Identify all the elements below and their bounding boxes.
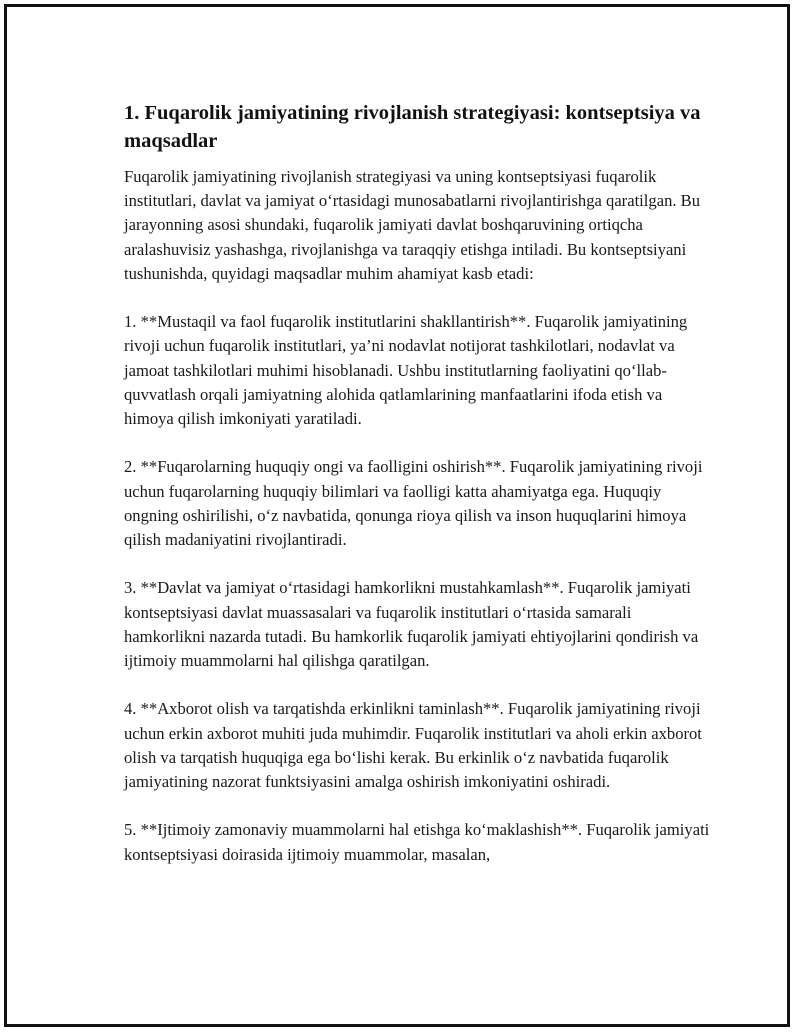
document-body [124, 99, 710, 867]
section-heading: 1. Fuqarolik jamiyatining rivojlanish strategiyasi: kontseptsiya va maqsadlar [124, 102, 701, 152]
goal-paragraph-1: 1. **Mustaqil va faol fuqarolik institutlarini shakllantirish**. Fuqarolik jamiyatining rivoji uchun fuqarolik institutlari, ya’ni nodavlat notijorat tashkilotlari, nodavlat va jamoat tashkilotlari muhimi hisoblanadi. Ushbu institutlarning faoliyatini qo‘llab-quvvatlash orqali jamiyatning alohida qatlamlarining manfaatlarini ifoda etish va himoya qilish imkoniyati yaratiladi. [124, 312, 688, 429]
intro-paragraph: Fuqarolik jamiyatining rivojlanish strategiyasi va uning kontseptsiyasi fuqarolik institutlari, davlat va jamiyat o‘rtasidagi munosabatlarni rivojlantirishga qaratilgan. Bu jarayonning asosi shundaki, fuqarolik jamiyati davlat boshqaruvining ortiqcha aralashuvisiz yashashga, rivojlanishga va taraqqiy etishga intiladi. Bu kontseptsiyani tushunishda, quyidagi maqsadlar muhim ahamiyat kasb etadi: [124, 167, 701, 283]
goal-paragraph-5: 5. **Ijtimoiy zamonaviy muammolarni hal etishga ko‘maklashish**. Fuqarolik jamiyati kontseptsiyasi doirasida ijtimoiy muammolar, masalan, [124, 820, 710, 864]
goal-paragraph-2: 2. **Fuqarolarning huquqiy ongi va faolligini oshirish**. Fuqarolik jamiyatining rivoji uchun fuqarolarning huquqiy bilimlari va faolligi katta ahamiyatga ega. Huquqiy ongning oshirilishi, o‘z navbatida, qonunga rioya qilish va inson huquqlarini himoya qilish madaniyatini rivojlantiradi. [124, 457, 703, 550]
page-frame [4, 4, 790, 1027]
goal-paragraph-4: 4. **Axborot olish va tarqatishda erkinlikni taminlash**. Fuqarolik jamiyatining rivoji uchun erkin axborot muhiti juda muhimdir. Fuqarolik institutlari va aholi erkin axborot olish va tarqatish huquqiga ega bo‘lishi kerak. Bu erkinlik o‘z navbatida fuqarolik jamiyatining nazorat funktsiyasini amalga oshirish imkoniyatini oshiradi. [124, 699, 702, 792]
goal-paragraph-3: 3. **Davlat va jamiyat o‘rtasidagi hamkorlikni mustahkamlash**. Fuqarolik jamiyati kontseptsiyasi davlat muassasalari va fuqarolik institutlari o‘rtasida samarali hamkorlikni nazarda tutadi. Bu hamkorlik fuqarolik jamiyati ehtiyojlarini qondirish va ijtimoiy muammolarni hal qilishga qaratilgan. [124, 578, 699, 671]
